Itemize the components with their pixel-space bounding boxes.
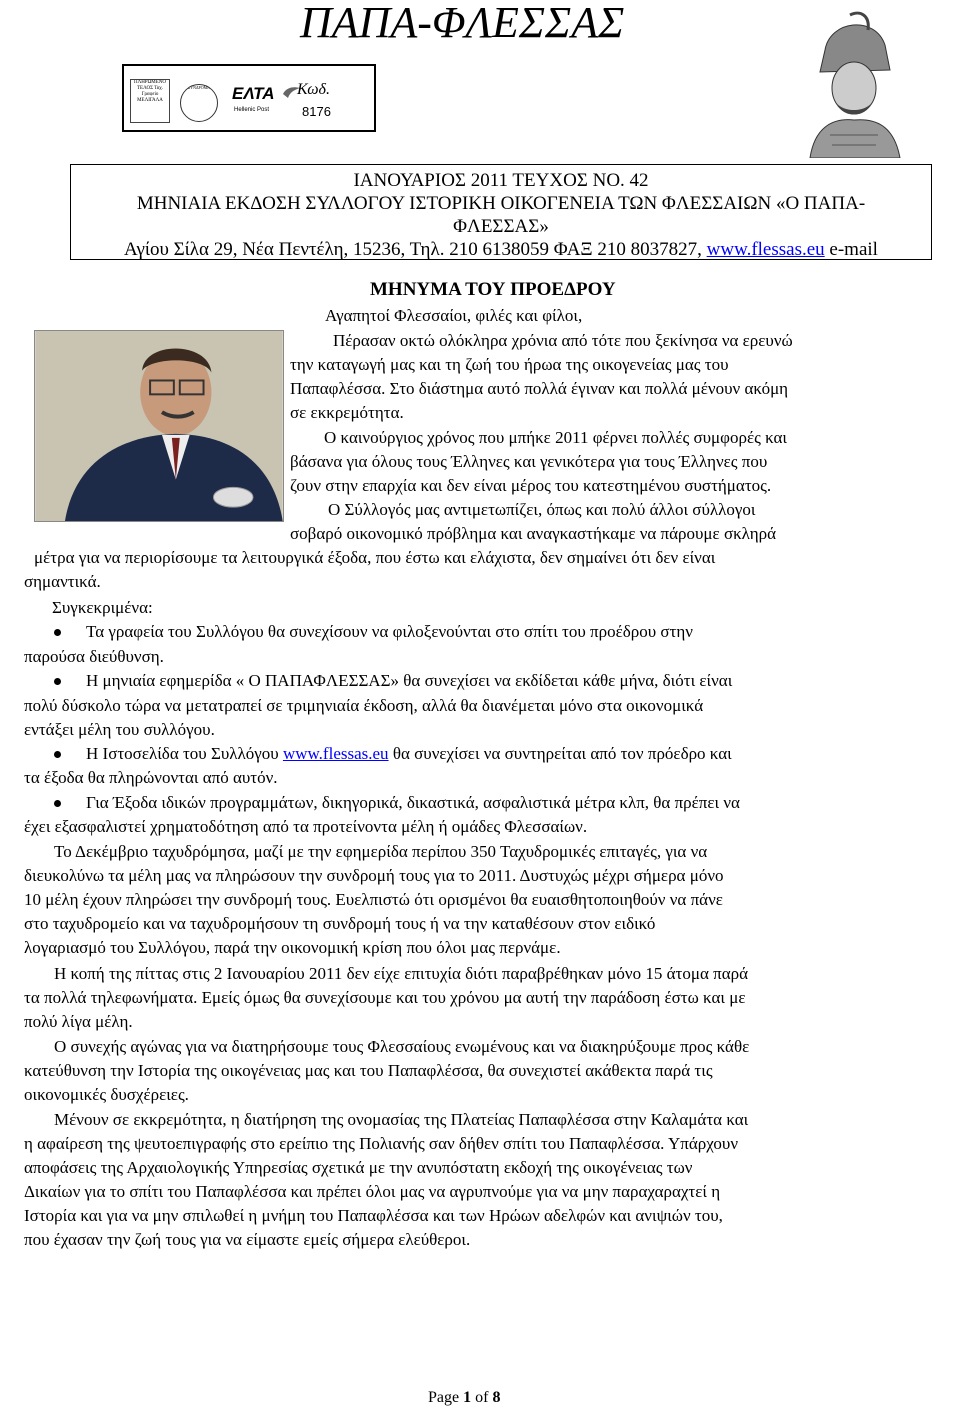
paragraph-line: στο ταχυδρομείο και να ταχυδρομήσουν τη συνδρομή τους ή να την καταθέσουν στον ειδικό [24,914,656,933]
paragraph-line: σημαντικά. [24,572,101,591]
paragraph-line: Ο καινούργιος χρόνος που μπήκε 2011 φέρνει πολλές συμφορές και [324,428,787,447]
paragraph-line: λογαριασμό του Συλλόγου, παρά την οικονομική κρίση που όλοι μας περνάμε. [24,938,561,957]
issue-date-number: ΙΑΝΟΥΑΡΙΟΣ 2011 ΤΕΥΧΟΣ ΝΟ. 42 [353,170,649,191]
paragraph-line: Ο Σύλλογός μας αντιμετωπίζει, όπως και πολύ άλλοι σύλλογοι [328,500,756,519]
page-number: 1 [463,1389,472,1406]
website-link-body[interactable]: www.flessas.eu [282,744,389,763]
message-title: ΜΗΝΥΜΑ ΤΟΥ ΠΡΟΕΔΡΟΥ [370,279,616,300]
paragraph-line: πολύ δύσκολο τώρα να μετατραπεί σε τριμηνιαία έκδοση, αλλά θα διανέμεται μόνο στα οικονομικά [24,696,704,715]
paragraph-line: εντάξει μέλη του συλλόγου. [24,720,215,739]
elta-logo: ΕΛΤΑ [232,84,275,103]
paragraph-line: η αφαίρεση της ψευτοεπιγραφής στο ερείπιο της Πολιανής σαν δήθεν σπίτι του Παπαφλέσσα. Υπάρχουν [24,1134,739,1153]
paragraph-line: Ιστορία και για να μην σπιλωθεί η μνήμη του Παπαφλέσσα και των Ηρώων αδελφών και ανιψιών του, [24,1206,723,1225]
page-total: 8 [492,1389,501,1406]
paragraph-line: Η κοπή της πίττας στις 2 Ιανουαρίου 2011 δεν είχε επιτυχία διότι παραβρέθηκαν μόνο 15 άτομα παρά [54,964,749,983]
papaflessas-portrait [790,10,914,158]
paragraph-line: σε εκκρεμότητα. [290,403,404,422]
postage-paid-stamp-text: ΠΛΗΡΩΜΕΝΟ ΤΕΛΟΣ Ταχ. Γραφείο ΜΕΛΙΓΑΛΑ [133,80,167,103]
website-text: Η Ιστοσελίδα του Συλλόγου [86,744,283,763]
code-label: Κωδ. [297,81,330,98]
newspaper-title: ΠΑΠΑ-ΦΛΕΣΣΑΣ [300,0,625,47]
round-stamp-text: ΣΥΝΔΡΟΜΗ [187,85,211,90]
website-text-cont: θα συνεχίσει να συντηρείται από τον πρόεδρο και [388,744,732,763]
president-photo [34,330,284,522]
paragraph-line: 10 μέλη έχουν πληρώσει την συνδρομή τους. Ευελπιστώ ότι ορισμένοι θα ευαισθητοποιηθούν να πάνε [24,890,723,909]
paragraph-line: παρούσα διεύθυνση. [24,647,164,666]
bullet-item-website [86,742,732,766]
paragraph-line: αποφάσεις της Αρχαιολογικής Υπηρεσίας σχετικά με την ανυπόστατη εκδοχή της οικογένειας των [24,1158,693,1177]
email-label: e-mail [829,239,878,260]
bullet-icon [54,678,61,685]
paragraph-line: τα πολλά τηλεφωνήματα. Εμείς όμως θα συνεχίσουμε και του χρόνου μα αυτή την παράδοση έστω και με [24,988,746,1007]
bullet-item-newspaper: Η μηνιαία εφημερίδα « Ο ΠΑΠΑΦΛΕΣΣΑΣ» θα συνεχίσει να εκδίδεται κάθε μήνα, διότι είναι [86,671,733,690]
bullet-item-expenses: Για Έξοδα ιδικών προγραμμάτων, δικηγορικά, δικαστικά, ασφαλιστικά μέτρα κλπ, θα πρέπει να [86,793,740,812]
contact-line [71,238,931,260]
paragraph-line: διευκολύνω τα μέλη μας να πληρώσουν την συνδρομή τους για το 2011. Δυστυχώς μέχρι σήμερα μόνο [24,866,724,885]
paragraph-line: βάσανα για όλους τους Έλληνες και γενικότερα για τους Έλληνες που [290,452,768,471]
paragraph-line: πολύ λίγα μέλη. [24,1012,133,1031]
publication-description: ΜΗΝΙΑΙΑ ΕΚΔΟΣΗ ΣΥΛΛΟΓΟΥ ΙΣΤΟΡΙΚΗ ΟΙΚΟΓΕΝΕΙΑ ΤΩΝ ΦΛΕΣΣΑΙΩΝ «Ο ΠΑΠΑ- [136,193,866,214]
website-link[interactable]: www.flessas.eu [706,239,825,260]
of-label: of [475,1389,489,1406]
paragraph-line: έχει εξασφαλιστεί χρηματοδότηση από τα προτείνοντα μέλη ή ομάδες Φλεσσαίων. [24,817,588,836]
paragraph-line: κατεύθυνση την Ιστορία της οικογένειας μας και του Παπαφλέσσα, θα συνεχιστεί ακάθεκτα παρά τις [24,1061,713,1080]
paragraph-line: Μένουν σε εκκρεμότητα, η διατήρηση της ονομασίας της Πλατείας Παπαφλέσσα στην Καλαμάτα και [54,1110,749,1129]
paragraph-line: Δικαίων για το σπίτι του Παπαφλέσσα και πρέπει όλοι μας να αγρυπνούμε για να μην παραχαραχτεί η [24,1182,721,1201]
issue-header-box [70,164,932,260]
paragraph-line: σοβαρό οικονομικό πρόβλημα και αναγκαστήκαμε να πάρουμε σκληρά [290,524,777,543]
paragraph-line: τα έξοδα θα πληρώνονται από αυτόν. [24,768,278,787]
page-footer [428,1389,500,1407]
bullet-icon [54,800,61,807]
bullet-icon [54,629,61,636]
salutation: Αγαπητοί Φλεσσαίοι, φιλές και φίλοι, [325,306,583,325]
page-label: Page [428,1389,460,1406]
bullet-icon [54,751,61,758]
paragraph-line: Ο συνεχής αγώνας για να διατηρήσουμε τους Φλεσσαίους ενωμένους και να διακηρύξουμε προς κάθε [54,1037,750,1056]
paragraph-line: Πέρασαν οκτώ ολόκληρα χρόνια από τότε που ξεκίνησα να ερευνώ [333,331,793,350]
bullet-item-offices: Τα γραφεία του Συλλόγου θα συνεχίσουν να φιλοξενούνται στο σπίτι του προέδρου στην [86,622,693,641]
paragraph-line: Παπαφλέσσα. Στο διάστημα αυτό πολλά έγιναν και πολλά μένουν ακόμη [290,379,789,398]
round-stamp [180,84,218,122]
contact-address: Αγίου Σίλα 29, Νέα Πεντέλη, 15236, Τηλ. 210 6138059 ΦΑΞ 210 8037827, [124,239,702,260]
paragraph-line: οικονομικές δυσχέρειες. [24,1085,189,1104]
paragraph-line: Το Δεκέμβριο ταχυδρόμησα, μαζί με την εφημερίδα περίπου 350 Ταχυδρομικές επιταγές, για να [54,842,708,861]
paragraph-line: μέτρα για να περιορίσουμε τα λειτουργικά έξοδα, που έστω και ελάχιστα, δεν σημαίνει ότι δεν είναι [34,548,716,567]
publication-description-cont: ΦΛΕΣΣΑΣ» [453,216,549,237]
elta-subtitle: Hellenic Post [234,107,270,113]
paragraph-line: ζουν στην επαρχία και δεν είναι μέρος του κατεστημένου συστήματος. [290,476,772,495]
postage-paid-stamp [130,79,170,123]
paragraph-line: που έχασαν την ζωή τους για να είμαστε εμείς σήμερα ελεύθεροι. [24,1230,471,1249]
code-number: 8176 [302,104,331,119]
paragraph-line: την καταγωγή μας και τη ζωή του ήρωα της οικογενείας μας του [290,355,729,374]
paragraph-line: Συγκεκριμένα: [52,598,153,617]
